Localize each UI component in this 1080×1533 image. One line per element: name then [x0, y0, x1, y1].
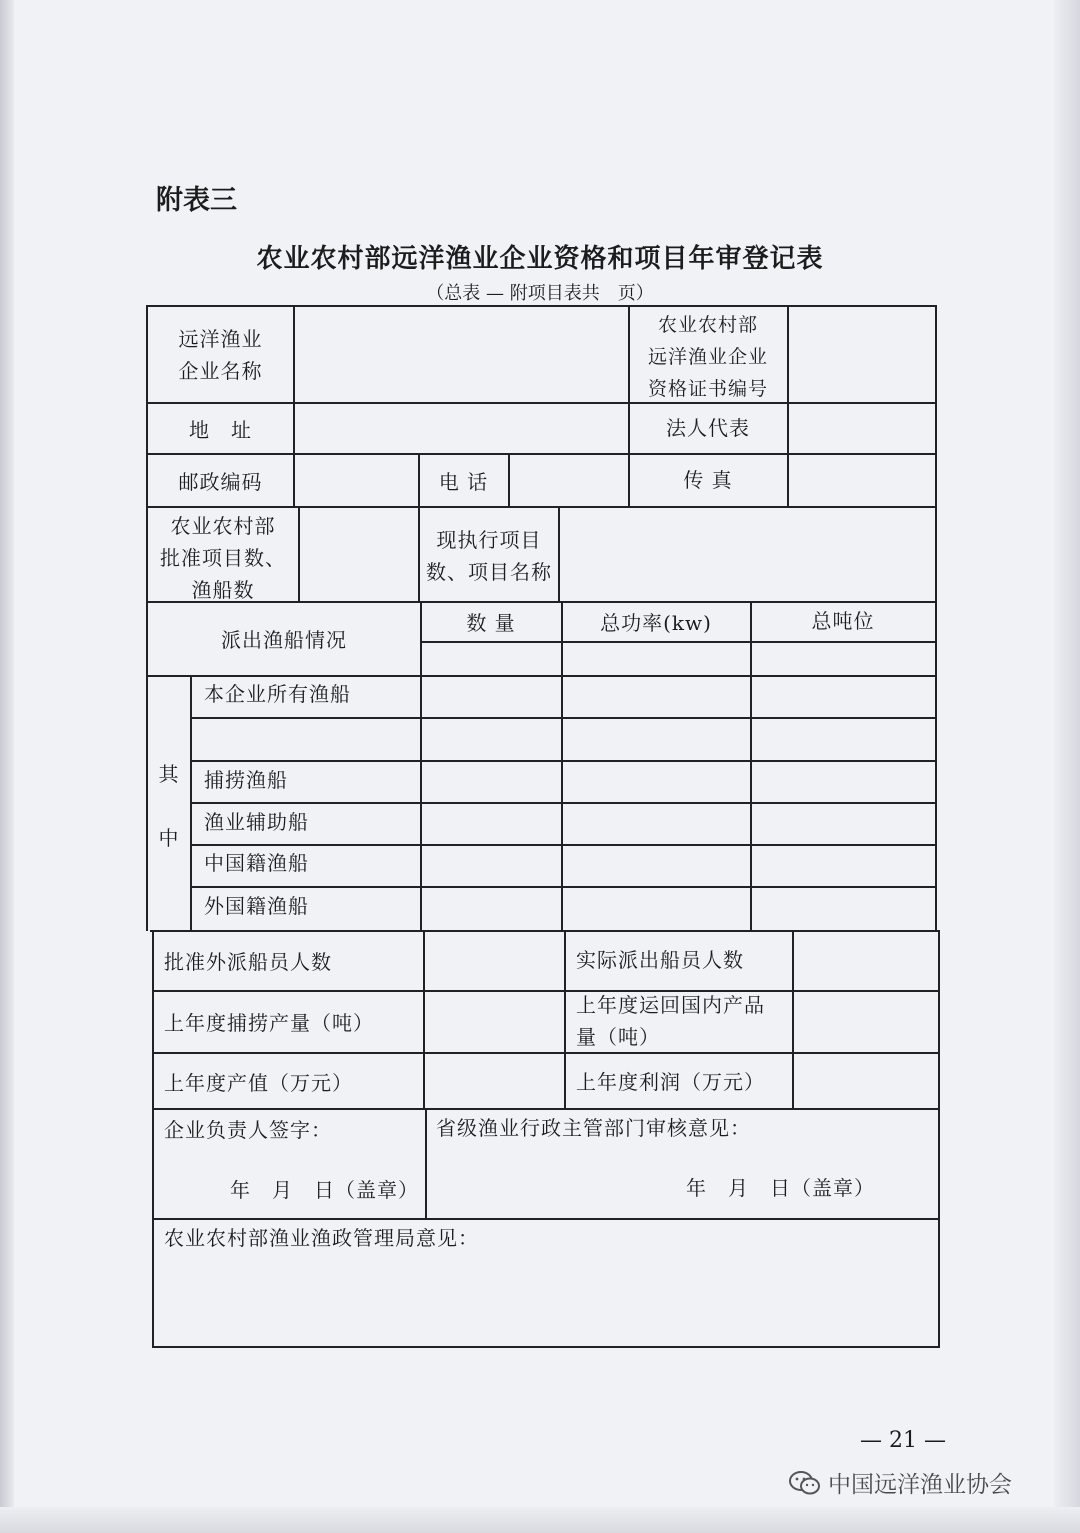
of-which-label: 其 中	[158, 762, 180, 850]
table-rule	[293, 305, 295, 454]
own-vessels-label: 本企业所有渔船	[204, 682, 351, 706]
current-projects-label: 现执行项目 数、项目名称	[426, 528, 552, 584]
provincial-review-label: 省级渔业行政主管部门审核意见：	[436, 1116, 751, 1140]
watermark-text: 中国远洋渔业协会	[828, 1472, 1012, 1498]
dispatched-vessels-label: 派出渔船情况	[221, 628, 347, 652]
table-rule	[508, 453, 510, 507]
auxiliary-vessels-label: 渔业辅助船	[204, 810, 309, 834]
table-rule	[146, 305, 936, 307]
table-rule	[192, 717, 936, 719]
certificate-number-label: 农业农村部 远洋渔业企业 资格证书编号	[647, 314, 768, 400]
table-rule	[146, 675, 936, 677]
table-rule	[561, 601, 563, 931]
table-rule	[564, 930, 566, 1110]
table-rule	[154, 1346, 940, 1348]
table-rule	[190, 675, 192, 931]
document-subtitle: （总表 — 附项目表共 页）	[426, 283, 654, 304]
table-rule	[935, 305, 937, 931]
foreign-flag-vessels-label: 外国籍渔船	[204, 894, 309, 918]
actual-crew-label: 实际派出船员人数	[576, 948, 744, 972]
table-rule	[420, 641, 936, 643]
enterprise-name-label: 远洋渔业 企业名称	[178, 327, 263, 383]
quantity-header: 数 量	[466, 611, 516, 635]
table-rule	[420, 601, 422, 931]
table-rule	[152, 990, 940, 992]
table-rule	[192, 844, 936, 846]
table-rule	[423, 930, 425, 1110]
total-tonnage-header: 总吨位	[811, 609, 875, 633]
last-year-profit-label: 上年度利润（万元）	[576, 1070, 765, 1094]
postcode-label: 邮政编码	[178, 470, 263, 494]
date-seal-2: 年 月 日（盖章）	[686, 1176, 875, 1200]
legal-representative-label: 法人代表	[666, 416, 750, 440]
approved-projects-label: 农业农村部 批准项目数、 渔船数	[160, 514, 286, 602]
date-seal-1: 年 月 日（盖章）	[230, 1178, 419, 1202]
table-rule	[146, 402, 936, 404]
attachment-label: 附表三	[156, 185, 237, 216]
table-rule	[146, 506, 936, 508]
bureau-opinion-label: 农业农村部渔业渔政管理局意见：	[164, 1226, 479, 1250]
table-rule	[787, 305, 789, 454]
table-rule	[154, 1218, 940, 1220]
phone-label: 电 话	[438, 470, 489, 494]
wechat-icon	[788, 1470, 822, 1496]
page-edge-bottom	[0, 1507, 1080, 1533]
document-title: 农业农村部远洋渔业企业资格和项目年审登记表	[256, 244, 824, 274]
table-rule	[152, 1052, 940, 1054]
table-rule	[792, 930, 794, 1110]
table-rule	[152, 1108, 940, 1110]
page-edge-right	[1054, 0, 1080, 1533]
table-rule	[192, 886, 936, 888]
watermark	[788, 1466, 1012, 1499]
table-rule	[293, 453, 295, 507]
table-rule	[298, 506, 300, 602]
table-rule	[750, 601, 752, 931]
table-rule	[150, 930, 940, 932]
fax-label: 传 真	[683, 468, 733, 492]
last-year-catch-label: 上年度捕捞产量（吨）	[164, 1011, 374, 1035]
last-year-return-label: 上年度运回国内产品 量（吨）	[576, 993, 765, 1049]
leader-signature-label: 企业负责人签字：	[164, 1118, 332, 1142]
table-rule	[146, 453, 936, 455]
table-rule	[787, 453, 789, 507]
chinese-flag-vessels-label: 中国籍渔船	[204, 851, 309, 875]
table-rule	[938, 930, 940, 1348]
page-number: — 21 —	[860, 1428, 946, 1453]
table-rule	[192, 802, 936, 804]
total-power-header: 总功率(kw)	[600, 611, 712, 635]
last-year-output-label: 上年度产值（万元）	[164, 1071, 353, 1095]
table-rule	[425, 1108, 427, 1219]
approved-crew-label: 批准外派船员人数	[164, 950, 332, 974]
page-edge-left	[0, 0, 14, 1533]
fishing-vessels-label: 捕捞渔船	[204, 768, 288, 792]
table-rule	[152, 930, 154, 1348]
address-label: 地 址	[189, 418, 252, 442]
table-rule	[192, 760, 936, 762]
